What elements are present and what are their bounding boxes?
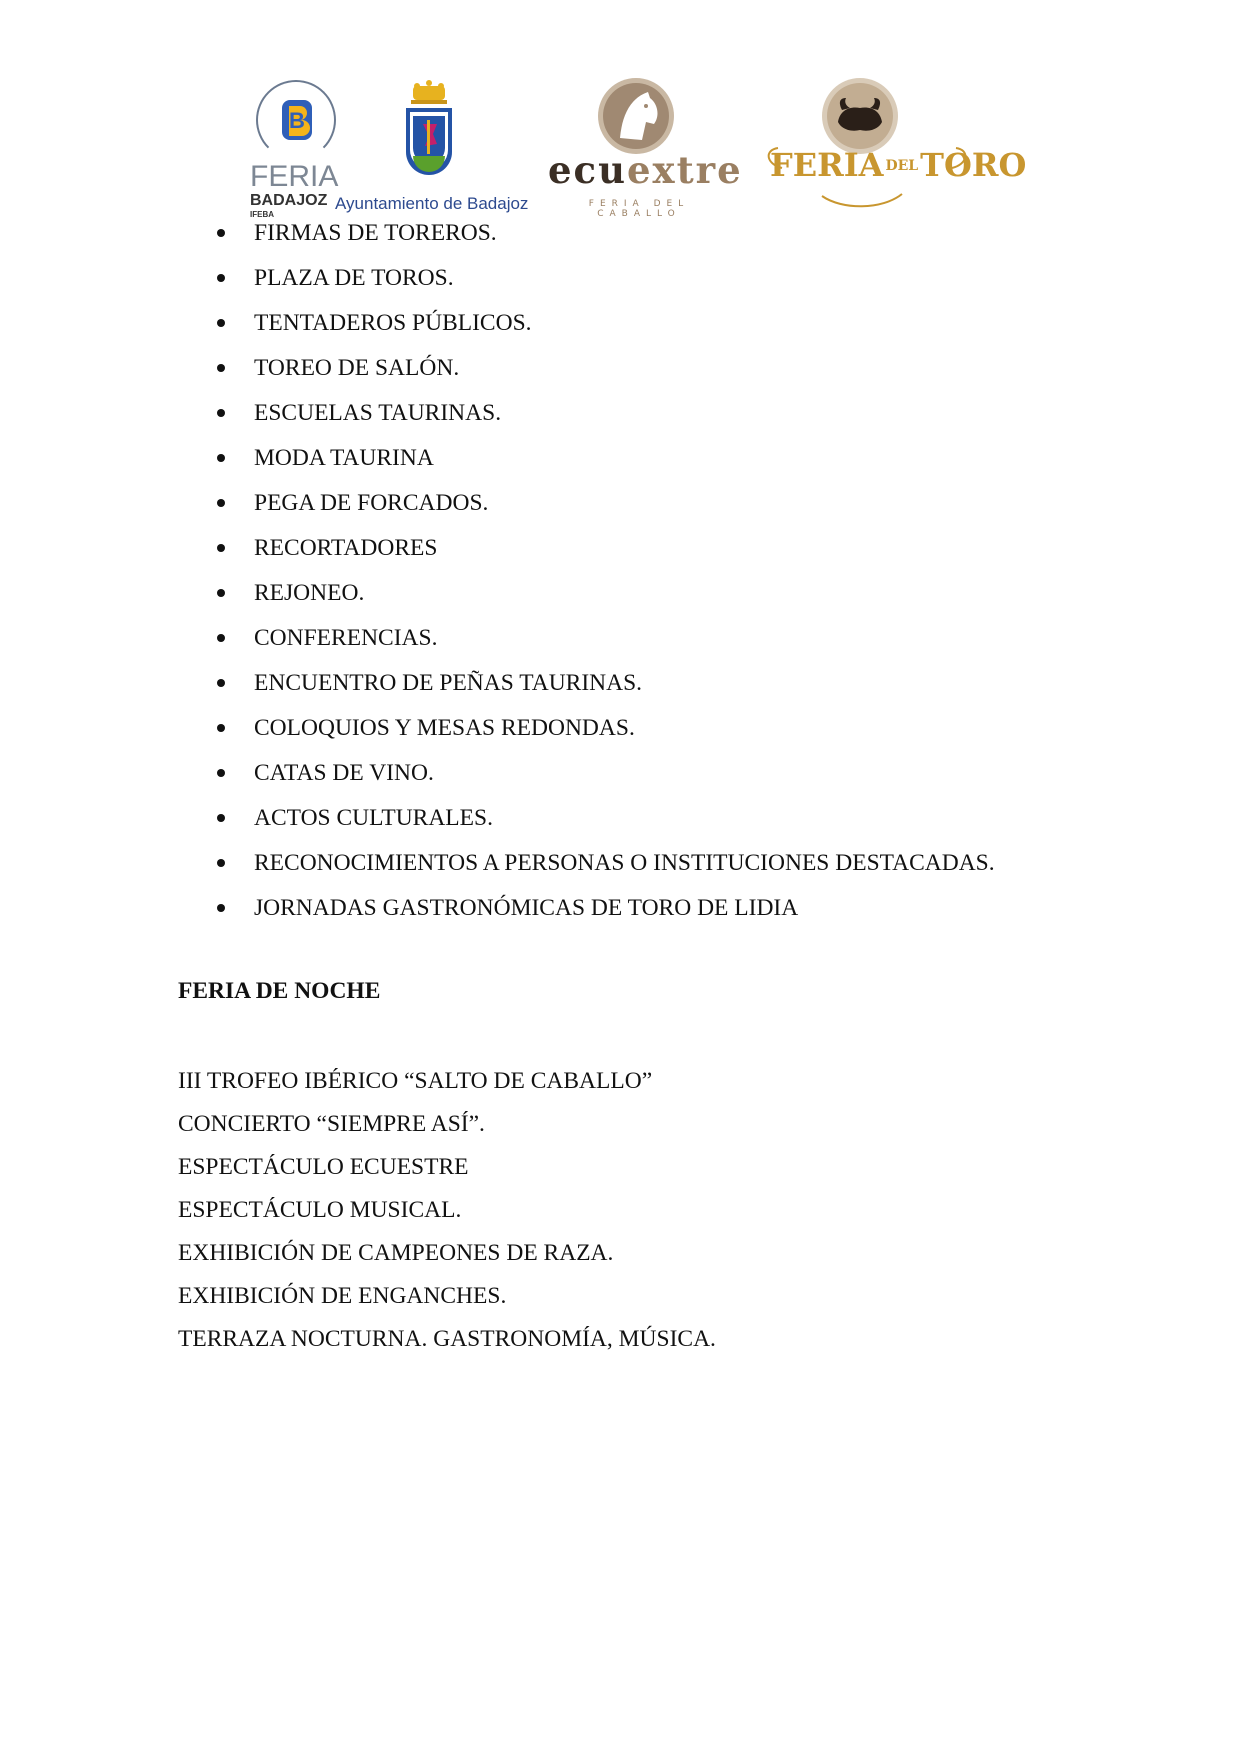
toro-word-part3: TORO [920, 146, 1027, 184]
activities-bullet-list [0, 211, 1240, 931]
ayuntamiento-label: Ayuntamiento de Badajoz [335, 194, 529, 213]
list-item [0, 481, 1240, 526]
list-item: III TROFEO IBÉRICO “SALTO DE CABALLO” [178, 1068, 653, 1094]
list-item [0, 661, 1240, 706]
list-item-text: MODA TAURINA [254, 445, 434, 471]
ecuextre-logo [548, 76, 743, 219]
list-item: EXHIBICIÓN DE CAMPEONES DE RAZA. [178, 1240, 614, 1266]
bullet-icon [217, 904, 225, 912]
bullet-icon [217, 724, 225, 732]
list-item-text: REJONEO. [254, 580, 365, 606]
list-item: CONCIERTO “SIEMPRE ASÍ”. [178, 1111, 485, 1137]
list-item [0, 616, 1240, 661]
bullet-icon [217, 364, 225, 372]
ecuextre-word [548, 148, 743, 192]
list-item [0, 796, 1240, 841]
badajoz-word: BADAJOZ [250, 192, 328, 209]
list-item [0, 706, 1240, 751]
section-title: FERIA DE NOCHE [178, 978, 381, 1004]
list-item: ESPECTÁCULO ECUESTRE [178, 1154, 469, 1180]
list-item [0, 256, 1240, 301]
b-mark-icon [280, 98, 314, 142]
list-item [0, 436, 1240, 481]
list-item-text: CATAS DE VINO. [254, 760, 434, 786]
list-item-text: JORNADAS GASTRONÓMICAS DE TORO DE LIDIA [254, 895, 799, 921]
toro-word-part2: DEL [885, 158, 919, 174]
list-item-text: ACTOS CULTURALES. [254, 805, 493, 831]
list-item [0, 841, 1240, 886]
list-item-text: RECORTADORES [254, 535, 438, 561]
list-item-text: ENCUENTRO DE PEÑAS TAURINAS. [254, 670, 643, 696]
list-item [0, 886, 1240, 931]
bullet-icon [217, 634, 225, 642]
bullet-icon [217, 409, 225, 417]
svg-text:B: B [289, 108, 305, 133]
night-events-list [178, 1060, 716, 1361]
list-item-text: TOREO DE SALÓN. [254, 355, 460, 381]
coat-of-arms-icon [403, 80, 455, 184]
list-item [0, 301, 1240, 346]
ayuntamiento-logo [335, 80, 535, 216]
list-item-text: PLAZA DE TOROS. [254, 265, 454, 291]
list-item-text: FIRMAS DE TOREROS. [254, 220, 497, 246]
ecuextre-word-part2: extre [626, 148, 743, 192]
feria-word: FERIA [250, 160, 339, 193]
list-item [0, 391, 1240, 436]
feria-del-toro-logo [762, 76, 1027, 206]
list-item [0, 571, 1240, 616]
list-item [0, 526, 1240, 571]
bullet-icon [217, 769, 225, 777]
list-item [0, 346, 1240, 391]
bullet-icon [217, 679, 225, 687]
bullet-icon [217, 499, 225, 507]
list-item-text: COLOQUIOS Y MESAS REDONDAS. [254, 715, 635, 741]
bullet-icon [217, 454, 225, 462]
bullet-icon [217, 814, 225, 822]
toro-word-part1: FERIA [770, 146, 884, 184]
list-item: TERRAZA NOCTURNA. GASTRONOMÍA, MÚSICA. [178, 1326, 716, 1352]
list-item-text: PEGA DE FORCADOS. [254, 490, 489, 516]
bullet-icon [217, 859, 225, 867]
bullet-icon [217, 319, 225, 327]
header-logos [0, 0, 1240, 220]
ecuextre-word-part1: ecu [548, 148, 627, 192]
list-item-text: TENTADEROS PÚBLICOS. [254, 310, 532, 336]
bullet-icon [217, 544, 225, 552]
list-item-text: RECONOCIMIENTOS A PERSONAS O INSTITUCIONES DESTACADAS. [254, 850, 995, 876]
bullet-icon [217, 229, 225, 237]
feria-del-toro-word [770, 146, 1026, 184]
list-item [0, 751, 1240, 796]
list-item: ESPECTÁCULO MUSICAL. [178, 1197, 462, 1223]
list-item [0, 211, 1240, 256]
list-item: EXHIBICIÓN DE ENGANCHES. [178, 1283, 507, 1309]
bullet-icon [217, 589, 225, 597]
ecuextre-subtitle: FERIA DEL CABALLO [588, 199, 690, 219]
list-item-text: CONFERENCIAS. [254, 625, 438, 651]
horse-head-icon [596, 76, 676, 156]
list-item-text: ESCUELAS TAURINAS. [254, 400, 502, 426]
ifeba-word: IFEBA [250, 210, 274, 219]
bullet-icon [217, 274, 225, 282]
